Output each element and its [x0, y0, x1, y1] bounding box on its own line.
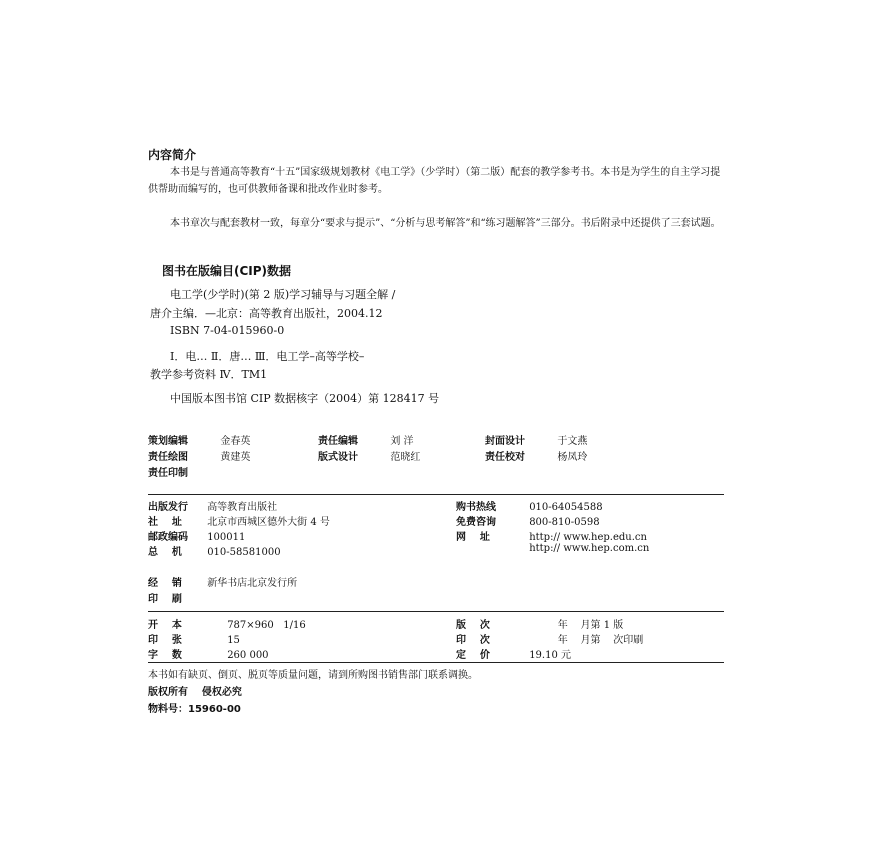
spec-value: 年 月第 1 版: [529, 620, 624, 631]
summary-paragraph-2: 本书章次与配套教材一致，每章分“要求与提示”、“分析与思考解答”和“练习题解答”三部分。书后附录中还提供了三套试题。: [170, 218, 721, 229]
credit-row: [485, 432, 587, 447]
credit-row: [318, 432, 414, 447]
credit-label: 封面设计: [485, 436, 525, 447]
publisher-row: [456, 513, 600, 528]
credit-value: 杨凤玲: [557, 452, 588, 463]
publisher-row: [148, 590, 204, 605]
spec-label: 定 价: [456, 650, 490, 661]
cip-line: Ⅰ．电… Ⅱ．唐… Ⅲ．电工学–高等学校–: [170, 350, 365, 363]
publisher-label: 总 机: [148, 547, 182, 558]
publisher-label: 出版发行: [148, 502, 188, 513]
publisher-label: 网 址: [456, 532, 490, 543]
publisher-label: 邮政编码: [148, 532, 188, 543]
summary-title: 内容简介: [148, 148, 197, 162]
publisher-label: 经 销: [148, 578, 182, 589]
publisher-value: 100011: [207, 532, 246, 543]
credit-label: 策划编辑: [148, 436, 188, 447]
website-link: http:// www.hep.edu.cn: [529, 532, 647, 543]
publisher-value: 010-64054588: [529, 502, 603, 513]
spec-label: 印 张: [148, 635, 182, 646]
spec-row: [148, 616, 306, 631]
publisher-value: 800-810-0598: [529, 517, 600, 528]
credit-value: 金春英: [220, 436, 251, 447]
spec-value: 260 000: [227, 650, 269, 661]
spec-row: [148, 646, 269, 661]
publisher-row: [148, 498, 277, 513]
publisher-value: 新华书店北京发行所: [207, 578, 298, 589]
credit-label: 责任绘图: [148, 452, 188, 463]
spec-row: [148, 631, 240, 646]
divider: [148, 662, 724, 663]
publisher-row: [148, 574, 297, 589]
credit-row: [148, 448, 250, 463]
spec-value: 年 月第 次印刷: [529, 635, 644, 646]
credit-label: 责任印制: [148, 468, 188, 479]
credit-row: [318, 448, 420, 463]
publisher-row: [148, 543, 281, 558]
spec-value: 787×960 1/16: [227, 620, 306, 631]
credit-value: 范晓红: [390, 452, 421, 463]
item-number: 物料号：15960-00: [148, 704, 241, 715]
cip-line: 教学参考资料 Ⅳ．TM1: [150, 368, 268, 381]
credit-row: [485, 448, 587, 463]
summary-paragraph-1: 本书是与普通高等教育“十五”国家级规划教材《电工学》（少学时）（第二版）配套的教学参考书。本书是为学生的自主学习提供帮助而编写的，也可供教师备课和批改作业时参考。: [148, 167, 721, 195]
credit-label: 版式设计: [318, 452, 358, 463]
credit-value: 于文燕: [557, 436, 588, 447]
copyright-notice: 版权所有 侵权必究: [148, 687, 242, 698]
cip-line: ISBN 7-04-015960-0: [170, 324, 285, 337]
publisher-value: 高等教育出版社: [207, 502, 278, 513]
cip-line: 唐介主编．—北京：高等教育出版社，2004.12: [150, 307, 383, 320]
publisher-row: [456, 543, 649, 554]
publisher-value: 010-58581000: [207, 547, 281, 558]
publisher-label: 免费咨询: [456, 517, 496, 528]
publisher-row: [456, 528, 647, 543]
divider: [148, 494, 724, 495]
quality-notice: 本书如有缺页、倒页、脱页等质量问题，请到所购图书销售部门联系调换。: [148, 670, 478, 681]
website-link: http:// www.hep.com.cn: [529, 543, 650, 554]
spec-label: 开 本: [148, 620, 182, 631]
publisher-row: [148, 513, 330, 528]
spec-row: [456, 646, 571, 661]
divider: [148, 611, 724, 612]
publisher-label: 社 址: [148, 517, 182, 528]
credit-label: 责任校对: [485, 452, 525, 463]
spec-label: 版 次: [456, 620, 490, 631]
cip-title: 图书在版编目(CIP)数据: [162, 264, 292, 278]
credit-value: 刘 洋: [390, 436, 414, 447]
spec-label: 字 数: [148, 650, 182, 661]
price-value: 19.10 元: [529, 650, 571, 661]
publisher-row: [148, 528, 245, 543]
publisher-row: [456, 498, 603, 513]
credit-row: [148, 464, 188, 479]
credit-row: [148, 432, 250, 447]
spec-value: 15: [227, 635, 240, 646]
spec-label: 印 次: [456, 635, 490, 646]
publisher-label: 购书热线: [456, 502, 496, 513]
publisher-label: 印 刷: [148, 594, 182, 605]
spec-row: [456, 616, 623, 631]
spec-row: [456, 631, 643, 646]
cip-number: 中国版本图书馆 CIP 数据核字（2004）第 128417 号: [170, 392, 440, 405]
credit-value: 黄建英: [220, 452, 251, 463]
credit-label: 责任编辑: [318, 436, 358, 447]
publisher-value: 北京市西城区德外大街 4 号: [207, 517, 330, 528]
cip-line: 电工学(少学时)(第 2 版)学习辅导与习题全解 /: [170, 288, 396, 301]
